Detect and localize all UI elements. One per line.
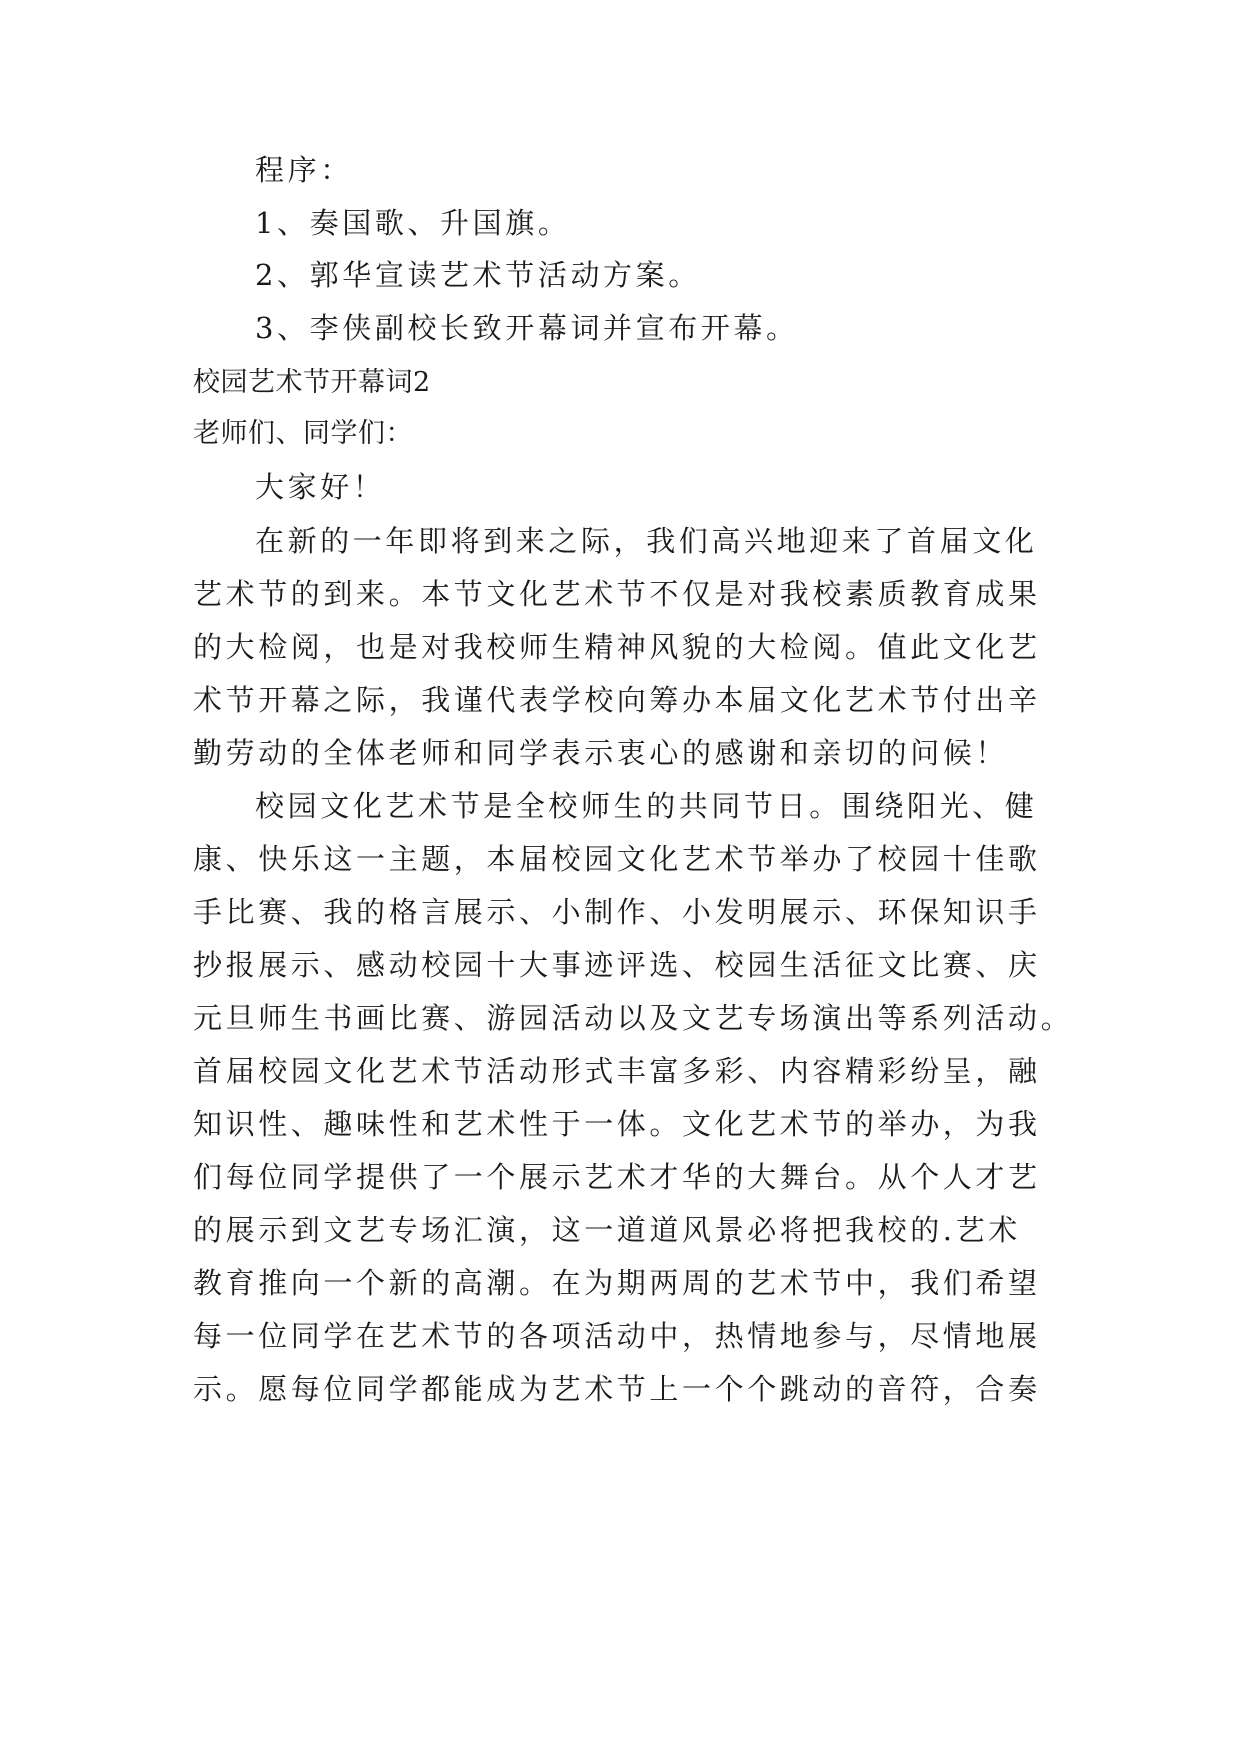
procedure-step-2: 2、郭华宣读艺术节活动方案。 [255,258,701,292]
paragraph-2-line: 们每位同学提供了一个展示艺术才华的大舞台。从个人才艺 [193,1160,1041,1194]
paragraph-1-line: 在新的一年即将到来之际，我们高兴地迎来了首届文化 [255,524,1038,558]
paragraph-1-line: 艺术节的到来。本节文化艺术节不仅是对我校素质教育成果 [193,577,1041,611]
paragraph-2-line: 元旦师生书画比赛、游园活动以及文艺专场演出等系列活动。 [193,1001,1074,1035]
paragraph-2-line: 抄报展示、感动校园十大事迹评选、校园生活征文比赛、庆 [193,948,1041,982]
paragraph-2-line: 每一位同学在艺术节的各项活动中，热情地参与，尽情地展 [193,1319,1041,1353]
paragraph-2-line: 首届校园文化艺术节活动形式丰富多彩、内容精彩纷呈，融 [193,1054,1041,1088]
paragraph-2-line: 康、快乐这一主题，本届校园文化艺术节举办了校园十佳歌 [193,842,1041,876]
section-title: 校园艺术节开幕词2 [193,367,431,398]
salutation: 老师们、同学们： [193,418,413,449]
paragraph-1-line: 术节开幕之际，我谨代表学校向筹办本届文化艺术节付出辛 [193,683,1041,717]
paragraph-2-line: 手比赛、我的格言展示、小制作、小发明展示、环保知识手 [193,895,1041,929]
paragraph-2-line: 知识性、趣味性和艺术性于一体。文化艺术节的举办，为我 [193,1107,1041,1141]
procedure-step-1: 1、奏国歌、升国旗。 [255,206,571,240]
paragraph-2-line: 校园文化艺术节是全校师生的共同节日。围绕阳光、健 [255,789,1038,823]
procedure-step-3: 3、李侠副校长致开幕词并宣布开幕。 [255,311,799,345]
paragraph-1-line: 的大检阅，也是对我校师生精神风貌的大检阅。值此文化艺 [193,630,1041,664]
paragraph-2-line: 示。愿每位同学都能成为艺术节上一个个跳动的音符，合奏 [193,1372,1041,1406]
paragraph-2-line: 教育推向一个新的高潮。在为期两周的艺术节中，我们希望 [193,1266,1041,1300]
procedure-heading: 程序： [255,153,353,187]
paragraph-2-line: 的展示到文艺专场汇演，这一道道风景必将把我校的.艺术 [193,1213,1021,1247]
greeting: 大家好！ [255,470,386,504]
paragraph-1-line: 勤劳动的全体老师和同学表示衷心的感谢和亲切的问候！ [193,736,1009,770]
